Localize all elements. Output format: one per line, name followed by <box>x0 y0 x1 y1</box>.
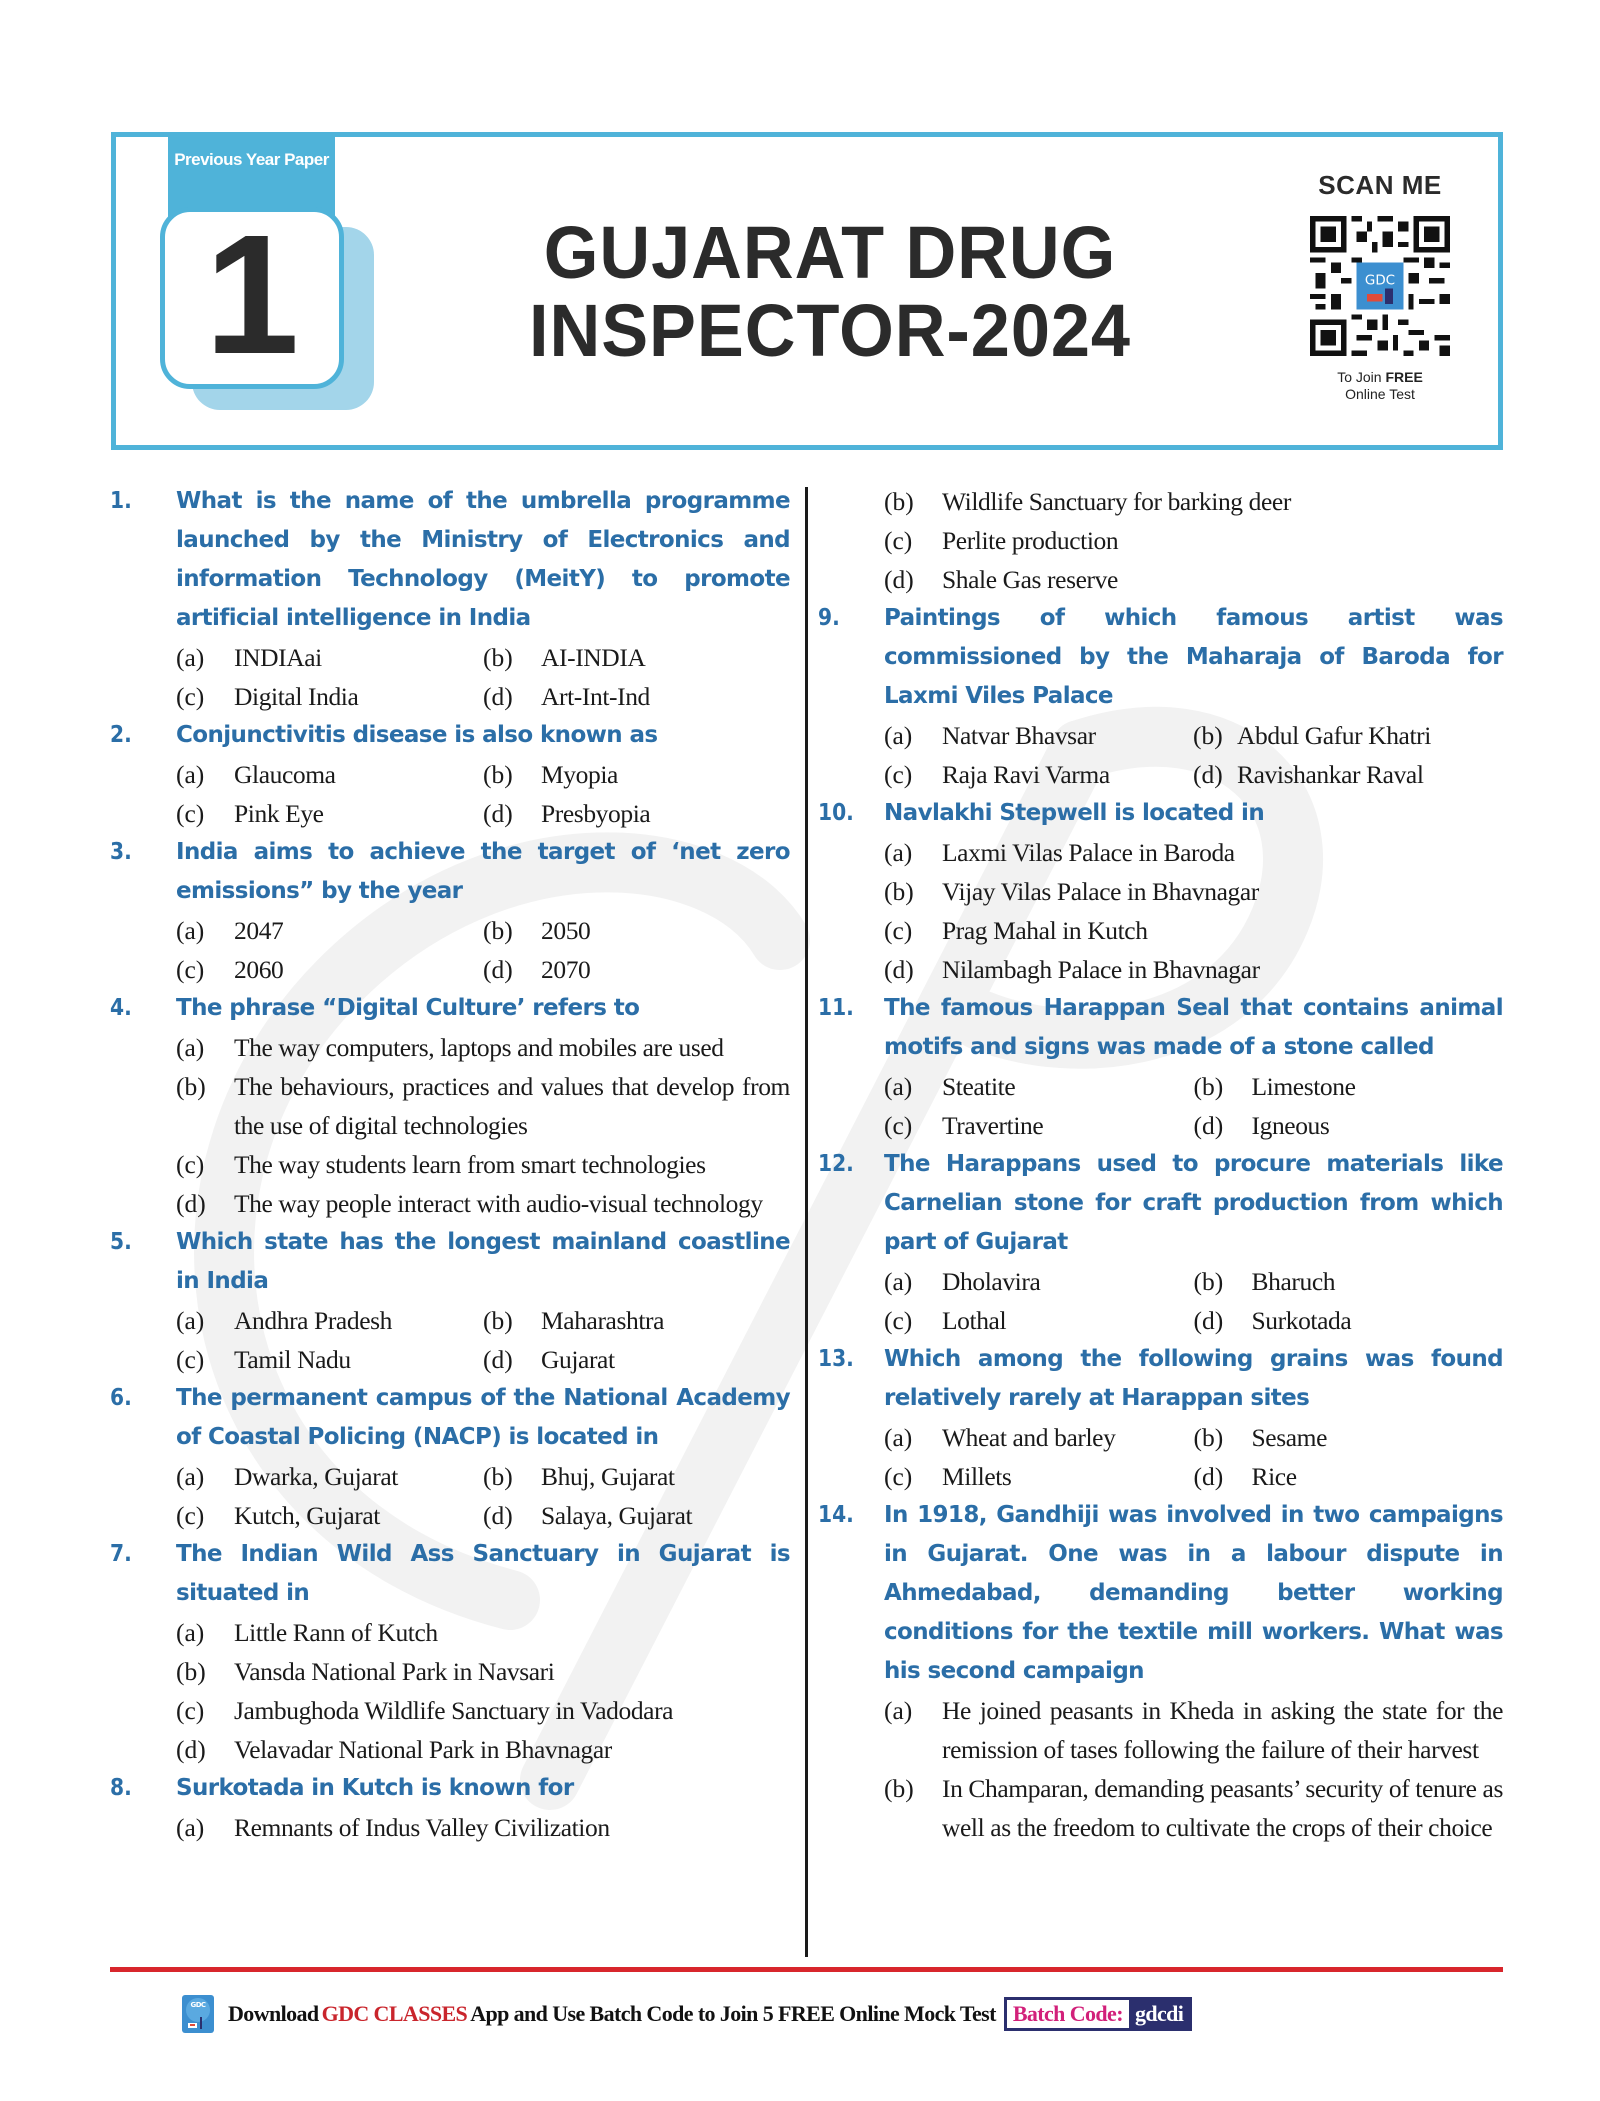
question-text: Which among the following grains was found relatively rarely at Harappan sites <box>884 1346 1503 1411</box>
option: (c) Prag Mahal in Kutch <box>884 916 1148 945</box>
qr-section <box>1290 170 1470 403</box>
option: (b) Maharashtra <box>483 1306 665 1335</box>
option: (b) Sesame <box>1193 1423 1327 1452</box>
option: (c) Jambughoda Wildlife Sanctuary in Vadodara <box>176 1696 674 1725</box>
option: (a) The way computers, laptops and mobiles are used <box>176 1033 724 1062</box>
question-3: 3. India aims to achieve the target of ‘net zero emissions” by the year (a) 2047 (b) 2050 (c) 2060 (d) 2070 <box>110 833 790 989</box>
question-text: India aims to achieve the target of ‘net zero emissions” by the year <box>176 839 790 904</box>
question-14: 14. In 1918, Gandhiji was involved in two campaigns in Gujarat. One was in a labour dispute in Ahmedabad, demanding better working conditions for the textile mill workers. What was his second campaign (a) He joined peasants in Kheda in asking the state for the remission of tases following the failure of their harvest (b) In Champaran, demanding peasants’ security of tenure as well as the freedom to cultivate the crops of their choice <box>818 1496 1503 1847</box>
batch-code-label: Batch Code: <box>1007 2000 1129 2028</box>
option: (b) Limestone <box>1193 1072 1356 1101</box>
gdc-app-icon <box>182 1995 214 2033</box>
question-text: Which state has the longest mainland coastline in India <box>176 1229 790 1294</box>
question-13: 13. Which among the following grains was found relatively rarely at Harappan sites (a) Wheat and barley (b) Sesame (c) Millets (d) Rice <box>818 1340 1503 1496</box>
question-6: 6. The permanent campus of the National Academy of Coastal Policing (NACP) is located in (a) Dwarka, Gujarat (b) Bhuj, Gujarat (c) Kutch, Gujarat (d) Salaya, Gujarat <box>110 1379 790 1535</box>
option: (b) Wildlife Sanctuary for barking deer <box>884 487 1291 516</box>
option: (a) Remnants of Indus Valley Civilization <box>176 1813 610 1842</box>
option: (d) Nilambagh Palace in Bhavnagar <box>884 955 1260 984</box>
option: (c) Digital India <box>176 682 359 711</box>
option: (c) 2060 <box>176 955 284 984</box>
option: (a) 2047 <box>176 916 284 945</box>
option: (a) Little Rann of Kutch <box>176 1618 438 1647</box>
question-4: 4. The phrase “Digital Culture’ refers to (a) The way computers, laptops and mobiles are used (b) The behaviours, practices and values that develop from the use of digital technologies (c) The way students learn from smart technologies (d) The way people interact with audio-visual technology <box>110 989 790 1223</box>
option: (a) Glaucoma <box>176 760 336 789</box>
option: (c) Lothal <box>884 1306 1007 1335</box>
title-line-1: GUJARAT DRUG <box>543 211 1117 294</box>
question-text: Surkotada in Kutch is known for <box>176 1775 574 1801</box>
brand-name[interactable]: GDC CLASSES <box>321 2001 468 2026</box>
question-text: In 1918, Gandhiji was involved in two campaigns in Gujarat. One was in a labour dispute in Ahmedabad, demanding better working conditions for the textile mill workers. What was his second campaign <box>884 1502 1503 1684</box>
option: (c) Travertine <box>884 1111 1044 1140</box>
question-text: Navlakhi Stepwell is located in <box>884 800 1265 826</box>
question-8-continued <box>818 482 1503 599</box>
option: (a) He joined peasants in Kheda in asking the state for the remission of tases following the failure of their harvest <box>884 1696 1503 1764</box>
paper-number-badge <box>160 200 344 390</box>
qr-caption: To Join FREE Online Test <box>1337 369 1423 402</box>
paper-number: 1 <box>204 200 300 390</box>
page-title <box>460 211 1201 372</box>
option: (d) Art-Int-Ind <box>483 682 650 711</box>
question-text: The phrase “Digital Culture’ refers to <box>176 995 640 1021</box>
option: (a) INDIAai <box>176 643 322 672</box>
svg-text:GDC: GDC <box>190 2001 206 2009</box>
option: (a) Natvar Bhavsar <box>884 721 1096 750</box>
question-2: 2. Conjunctivitis disease is also known as (a) Glaucoma (b) Myopia (c) Pink Eye (d) Presbyopia <box>110 716 790 833</box>
question-11: 11. The famous Harappan Seal that contains animal motifs and signs was made of a stone called (a) Steatite (b) Limestone (c) Travertine (d) Igneous <box>818 989 1503 1145</box>
previous-year-paper-tag: Previous Year Paper <box>168 137 335 217</box>
question-text: Paintings of which famous artist was commissioned by the Maharaja of Baroda for Laxmi Viles Palace <box>884 605 1503 709</box>
column-divider <box>805 487 808 1957</box>
option: (a) Dholavira <box>884 1267 1041 1296</box>
option: (c) Raja Ravi Varma <box>884 760 1110 789</box>
question-5: 5. Which state has the longest mainland coastline in India (a) Andhra Pradesh (b) Maharashtra (c) Tamil Nadu (d) Gujarat <box>110 1223 790 1379</box>
option: (d) Presbyopia <box>483 799 651 828</box>
option: (b) In Champaran, demanding peasants’ security of tenure as well as the freedom to cultivate the crops of their choice <box>884 1774 1503 1842</box>
question-text: The permanent campus of the National Academy of Coastal Policing (NACP) is located in <box>176 1385 790 1450</box>
option: (d) Velavadar National Park in Bhavnagar <box>176 1735 612 1764</box>
option: (d) The way people interact with audio-visual technology <box>176 1189 763 1218</box>
option: (a) Steatite <box>884 1072 1016 1101</box>
footer-divider <box>110 1967 1503 1972</box>
question-12: 12. The Harappans used to procure materials like Carnelian stone for craft production from which part of Gujarat (a) Dholavira (b) Bharuch (c) Lothal (d) Surkotada <box>818 1145 1503 1340</box>
option: (c) Pink Eye <box>176 799 324 828</box>
option: (c) The way students learn from smart technologies <box>176 1150 706 1179</box>
option: (d) Salaya, Gujarat <box>483 1501 693 1530</box>
option: (c) Kutch, Gujarat <box>176 1501 380 1530</box>
right-column <box>818 482 1503 1847</box>
option: (c) Perlite production <box>884 526 1119 555</box>
option: (b) Vijay Vilas Palace in Bhavnagar <box>884 877 1259 906</box>
option: (d) Rice <box>1193 1462 1297 1491</box>
option: (c) Tamil Nadu <box>176 1345 351 1374</box>
option: (d) Gujarat <box>483 1345 615 1374</box>
question-10: 10. Navlakhi Stepwell is located in (a) Laxmi Vilas Palace in Baroda (b) Vijay Vilas Palace in Bhavnagar (c) Prag Mahal in Kutch (d) Nilambagh Palace in Bhavnagar <box>818 794 1503 989</box>
batch-code-value: gdcdi <box>1129 2000 1189 2028</box>
option: (d) Surkotada <box>1193 1306 1352 1335</box>
question-text: Conjunctivitis disease is also known as <box>176 722 658 748</box>
svg-text:GDC: GDC <box>1364 273 1396 289</box>
option: (a) Wheat and barley <box>884 1423 1116 1452</box>
question-text: What is the name of the umbrella programme launched by the Ministry of Electronics and information Technology (MeitY) to promote artificial intelligence in India <box>176 488 790 631</box>
question-7: 7. The Indian Wild Ass Sanctuary in Gujarat is situated in (a) Little Rann of Kutch (b) Vansda National Park in Navsari (c) Jambughoda Wildlife Sanctuary in Vadodara (d) Velavadar National Park in Bhavnagar <box>110 1535 790 1769</box>
batch-code-badge <box>1004 1997 1192 2031</box>
scan-me-label: SCAN ME <box>1318 170 1442 200</box>
option: (b) Abdul Gafur Khatri <box>1193 721 1431 750</box>
option: (b) The behaviours, practices and values that develop from the use of digital technologies <box>176 1072 790 1140</box>
option: (b) Bharuch <box>1193 1267 1336 1296</box>
option: (d) Igneous <box>1193 1111 1330 1140</box>
footer-banner: GDC Download GDC CLASSES App and Use Batch Code to Join 5 FREE Online Mock Test Batch Code: gdcdi <box>182 1994 1192 2034</box>
option: (d) Ravishankar Raval <box>1193 760 1424 789</box>
title-line-2: INSPECTOR-2024 <box>529 289 1131 372</box>
option: (c) Millets <box>884 1462 1012 1491</box>
option: (b) 2050 <box>483 916 591 945</box>
option: (b) Bhuj, Gujarat <box>483 1462 675 1491</box>
question-9: 9. Paintings of which famous artist was commissioned by the Maharaja of Baroda for Laxmi Viles Palace (a) Natvar Bhavsar (b) Abdul Gafur Khatri (c) Raja Ravi Varma (d) Ravishankar Raval <box>818 599 1503 794</box>
qr-code-icon[interactable] <box>1305 211 1455 361</box>
option: (a) Laxmi Vilas Palace in Baroda <box>884 838 1235 867</box>
question-text: The Harappans used to procure materials like Carnelian stone for craft production from which part of Gujarat <box>884 1151 1503 1255</box>
question-text: The famous Harappan Seal that contains animal motifs and signs was made of a stone called <box>884 995 1503 1060</box>
option: (b) Vansda National Park in Navsari <box>176 1657 555 1686</box>
question-text: The Indian Wild Ass Sanctuary in Gujarat is situated in <box>176 1541 790 1606</box>
question-8: 8. Surkotada in Kutch is known for (a) Remnants of Indus Valley Civilization <box>110 1769 790 1847</box>
option: (d) Shale Gas reserve <box>884 565 1118 594</box>
question-1: 1. What is the name of the umbrella programme launched by the Ministry of Electronics and information Technology (MeitY) to promote artificial intelligence in India (a) INDIAai (b) AI-INDIA (c) Digital India (d) Art-Int-Ind <box>110 482 790 716</box>
option: (b) AI-INDIA <box>483 643 646 672</box>
left-column <box>110 482 790 1847</box>
option: (d) 2070 <box>483 955 591 984</box>
option: (a) Andhra Pradesh <box>176 1306 392 1335</box>
option: (b) Myopia <box>483 760 618 789</box>
option: (a) Dwarka, Gujarat <box>176 1462 398 1491</box>
